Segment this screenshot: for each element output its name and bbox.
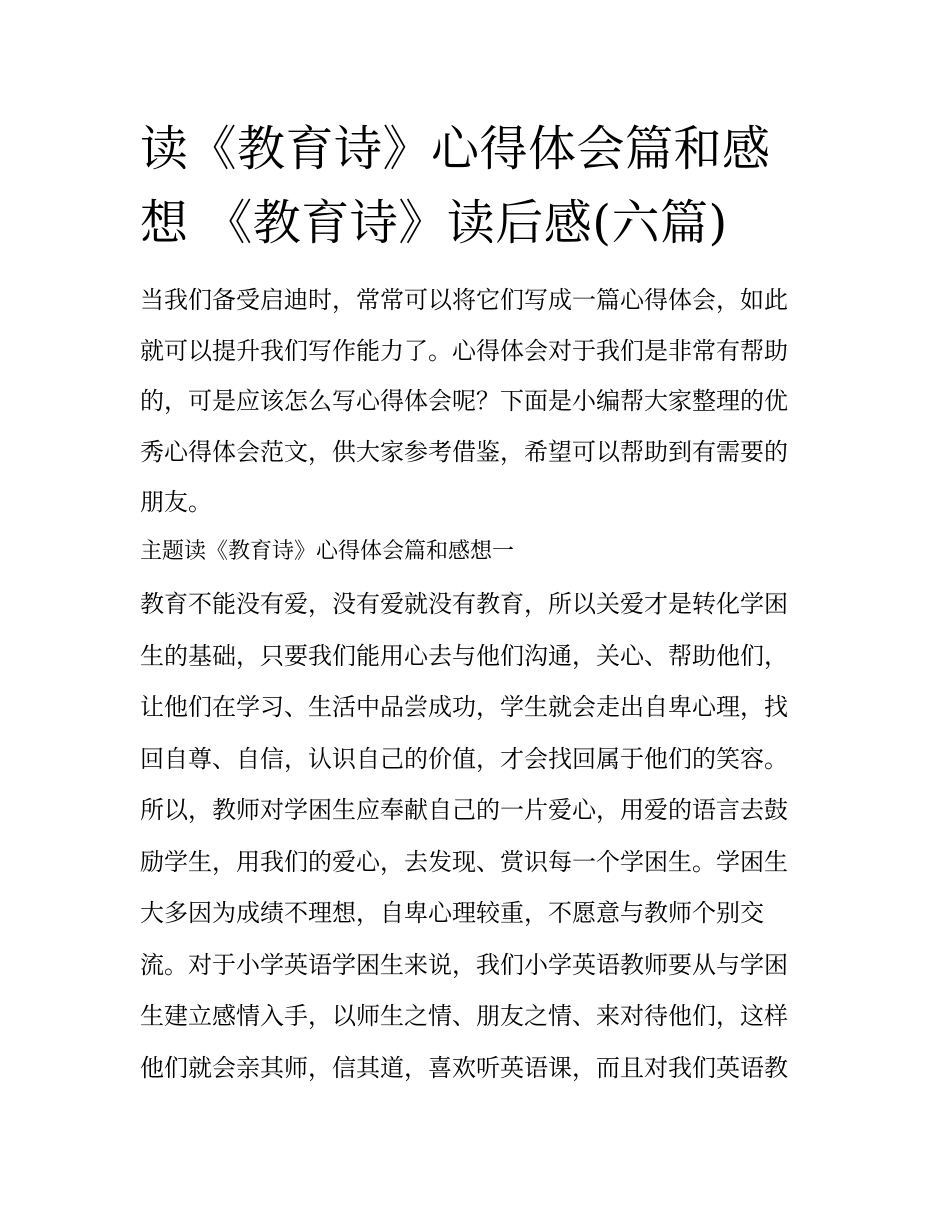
text-line: 他们就会亲其师，信其道，喜欢听英语课，而且对我们英语教 — [140, 1053, 788, 1082]
text-line: 回自尊、自信，认识自己的价值，才会找回属于他们的笑容。 — [140, 744, 788, 773]
document-title — [140, 112, 820, 260]
text-line: 让他们在学习、生活中品尝成功，学生就会走出自卑心理，找 — [140, 693, 788, 721]
title-line: 想 《教育诗》读后感(六篇) — [140, 195, 728, 251]
text-line: 流。对于小学英语学困生来说，我们小学英语教师要从与学困 — [140, 950, 788, 979]
intro-paragraph — [140, 275, 820, 528]
text-line: 教育不能没有爱，没有爱就没有教育，所以关爱才是转化学困 — [140, 590, 788, 618]
section-heading: 主题读《教育诗》心得体会篇和感想一 — [140, 539, 515, 564]
text-line: 当我们备受启迪时，常常可以将它们写成一篇心得体会，如此 — [140, 286, 788, 314]
text-line: 的，可是应该怎么写心得体会呢？下面是小编帮大家整理的优 — [140, 387, 788, 415]
body-paragraph — [140, 579, 820, 1094]
title-line: 读《教育诗》心得体会篇和感 — [140, 121, 771, 177]
text-line: 生建立感情入手，以师生之情、朋友之情、来对待他们，这样 — [140, 1002, 788, 1030]
text-line: 励学生，用我们的爱心，去发现、赏识每一个学困生。学困生 — [140, 847, 788, 876]
text-line: 就可以提升我们写作能力了。心得体会对于我们是非常有帮助 — [140, 336, 788, 365]
text-line: 所以，教师对学困生应奉献自己的一片爱心，用爱的语言去鼓 — [140, 796, 788, 824]
text-line: 朋友。 — [140, 488, 212, 516]
text-line: 生的基础，只要我们能用心去与他们沟通，关心、帮助他们， — [140, 641, 788, 670]
text-line: 大多因为成绩不理想，自卑心理较重，不愿意与教师个别交 — [140, 899, 764, 927]
text-line: 秀心得体会范文，供大家参考借鉴，希望可以帮助到有需要的 — [140, 437, 788, 466]
